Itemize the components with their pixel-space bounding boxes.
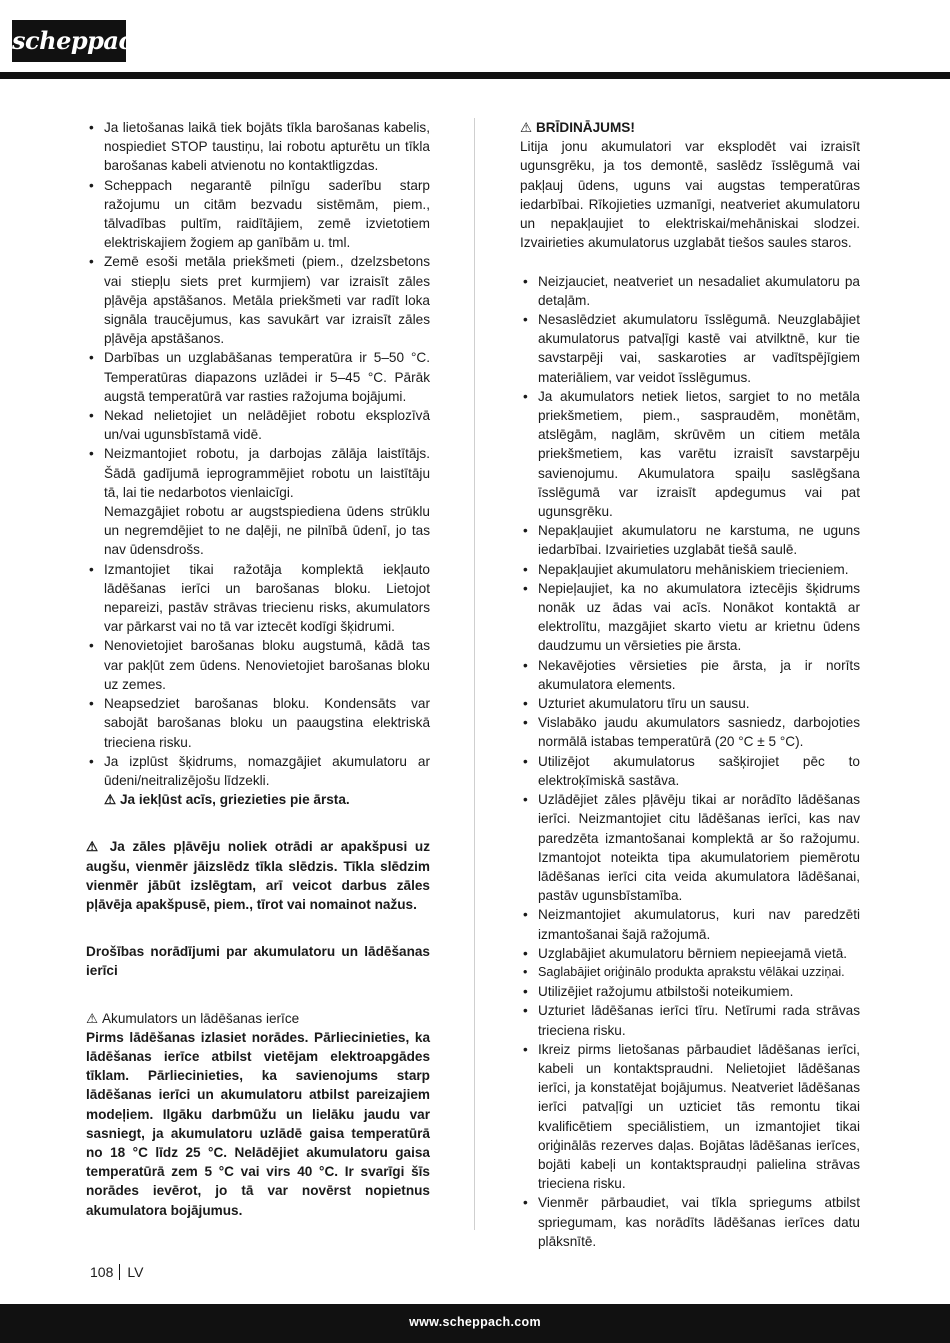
- list-item: • Nepakļaujiet akumulatoru ne karstuma, ne uguns iedarbībai. Izvairieties uzglabāt tiešā saulē.: [520, 521, 860, 559]
- list-item: • Ja akumulators netiek lietos, sargiet to no metāla priekšmetiem, piem., saspraudēm, monētām, atslēgām, naglām, skrūvēm un citiem metāla priekšmetiem, kas varētu izraisīt savstarpēju savienojumu. Akumulatora spaiļu saslēgšana īsslēgumā var izraisīt apdegumus vai pat ugunsgrēku.: [520, 387, 860, 521]
- list-item: • Vienmēr pārbaudiet, vai tīkla spriegums atbilst spriegumam, kas norādīts lādēšanas ierīces datu plāksnītē.: [520, 1193, 860, 1251]
- page-footer: [90, 1264, 143, 1280]
- list-item: • Vislabāko jaudu akumulators sasniedz, darbojoties normālā istabas temperatūrā (20 °C ± 5 °C).: [520, 713, 860, 751]
- list-item-continuation: Nemazgājiet robotu ar augstspiediena ūdens strūklu un negremdējiet to ne daļēji, ne pilnībā ūdenī, jo tas nav ūdensdrošs.: [104, 504, 430, 558]
- list-item: • Neizjauciet, neatveriet un nesadaliet akumulatoru pa detaļām.: [520, 272, 860, 310]
- language-code: LV: [127, 1264, 144, 1280]
- battery-list: [520, 272, 860, 1251]
- list-item: • Uzturiet akumulatoru tīru un sausu.: [520, 694, 860, 713]
- list-item: • Ikreiz pirms lietošanas pārbaudiet lādēšanas ierīci, kabeli un kontaktspraudni. Nelietojiet lādēšanas ierīci, ja konstatējat bojājumus. Neatveriet lādēšanas ierīci patvaļīgi un uzticiet tās remontu tikai kvalificētiem speciālistiem, un izmantojiet tikai oriģinālās rezerves daļas. Bojātas lādēšanas ierīces, bojāti kabeļi un kontaktspraudņi palielina strāvas trieciena risku.: [520, 1040, 860, 1194]
- list-item: • Neizmantojiet akumulatorus, kuri nav paredzēti izmantošanai šajā ražojumā.: [520, 905, 860, 943]
- footer-separator: [119, 1264, 120, 1280]
- warning-triangle-icon: ⚠: [86, 839, 103, 855]
- mower-warning-text: Ja zāles pļāvēju noliek otrādi ar apakšpusi uz augšu, vienmēr jāizslēdz tīkla slēdzis. Tīkla slēdzim vienmēr jābūt izslēgtam, arī veicot darbus zāles pļāvēja apakšpusē, piem., tīrot vai nomainot nažus.: [86, 839, 431, 912]
- battery-charger-heading: [86, 1009, 430, 1028]
- warning-text: Litija jonu akumulatori var eksplodēt vai izraisīt ugunsgrēku, ja tos demontē, saslēdz īsslēgumā vai pakļauj ūdens, uguns vai augstas temperatūras iedarbībai. Rīkojieties uzmanīgi, neatveriet akumulatoru un nepakļaujiet to elektriskai/mehāniskai slodzei. Izvairieties akumulatorus uzglabāt tiešos saules staros.: [520, 139, 860, 251]
- list-item: • Nekavējoties vērsieties pie ārsta, ja ir norīts akumulatora elements.: [520, 656, 860, 694]
- eye-warning-text: Ja iekļūst acīs, griezieties pie ārsta.: [119, 792, 350, 808]
- list-item: • Utilizējot akumulatorus sašķirojiet pēc to elektroķīmiskā sastāva.: [520, 752, 860, 790]
- eye-warning: [86, 790, 430, 809]
- left-column: [86, 118, 430, 1220]
- battery-section-title: Drošības norādījumi par akumulatoru un lādēšanas ierīci: [86, 944, 430, 979]
- list-item: • Zemē esoši metāla priekšmeti (piem., dzelzsbetons vai stiepļu siets pret kurmjiem) var izraisīt zāles pļāvēja apstāšanos. Metāla priekšmeti var radīt loka signāla traucējumus, kas savukārt var izraisīt zāles pļāvēja apstāšanos.: [86, 252, 430, 348]
- warning-triangle-icon: ⚠: [86, 1010, 99, 1026]
- list-item: • Izmantojiet tikai ražotāja komplektā iekļauto lādēšanas ierīci un barošanas bloku. Lietojot nepareizi, pastāv strāvas triecienu risks, akumulators var pārkarst vai no tā var iztecēt kodīgi šķidrumi.: [86, 560, 430, 637]
- list-item: • Nepieļaujiet, ka no akumulatora iztecējis šķidrums nonāk uz ādas vai acīs. Nonākot kontaktā ar elektrolītu, mazgājiet skarto vietu ar krietnu ūdens daudzumu un vērsieties pie ārsta.: [520, 579, 860, 656]
- mower-warning: [86, 837, 430, 914]
- list-item: • Uzturiet lādēšanas ierīci tīru. Netīrumi rada strāvas trieciena risku.: [520, 1001, 860, 1039]
- list-item: • Uzlādējiet zāles pļāvēju tikai ar norādīto lādēšanas ierīci. Neizmantojiet citu lādēšanas ierīci, kas nav paredzēta izmantošanai komplektā ar šo ražojumu. Izmantojot noteikta tipa akumulatoriem piemērotu lādēšanas ierīci cita veida akumulatora lādēšanai, pastāv ugunsbīstamība.: [520, 790, 860, 905]
- warning-title-text: BRĪDINĀJUMS!: [535, 120, 635, 135]
- safety-list-a: [86, 118, 430, 502]
- list-item: • Nesaslēdziet akumulatoru īsslēgumā. Neuzglabājiet akumulatorus patvaļīgi kastē vai atvilktnē, kur tie savstarpēji vai, saskaroties ar vadītspējīgiem materiāliem, var veidot īsslēgumus.: [520, 310, 860, 387]
- warning-triangle-icon: ⚠: [104, 792, 117, 808]
- list-item: • Neizmantojiet robotu, ja darbojas zālāja laistītājs. Šādā gadījumā ieprogrammējiet robotu un laistītāju tā, lai tie nedarbotos vienlaicīgi.: [86, 444, 430, 502]
- list-item: • Nekad nelietojiet un nelādējiet robotu eksplozīvā un/vai ugunsbīstamā vidē.: [86, 406, 430, 444]
- warning-title: [520, 118, 860, 137]
- list-item: • Saglabājiet oriģinālo produkta aprakstu vēlākai uzziņai.: [520, 963, 860, 982]
- list-item: • Neapsedziet barošanas bloku. Kondensāts var sabojāt barošanas bloku un paaugstina elektriskā trieciena risku.: [86, 694, 430, 752]
- right-column: [520, 118, 860, 1251]
- battery-charger-heading-text: Akumulators un lādēšanas ierīce: [101, 1010, 300, 1026]
- list-item: • Uzglabājiet akumulatoru bērniem nepieejamā vietā.: [520, 944, 860, 963]
- scheppach-logo: scheppach: [12, 20, 126, 62]
- list-item: • Scheppach negarantē pilnīgu saderību starp ražojumu un citām bezvadu sistēmām, piem., tālvadības pultīm, raidītājiem, zemē izvietotiem elektriskajiem žogiem ap ganībām u. tml.: [86, 176, 430, 253]
- column-divider: [474, 118, 475, 1230]
- website-url: www.scheppach.com: [409, 1315, 541, 1329]
- list-item: • Utilizējiet ražojumu atbilstoši noteikumiem.: [520, 982, 860, 1001]
- list-item: • Ja lietošanas laikā tiek bojāts tīkla barošanas kabelis, nospiediet STOP taustiņu, lai robotu apturētu un tīkla barošanas kabeli atvienotu no kontaktligzdas.: [86, 118, 430, 176]
- safety-list-b: [86, 560, 430, 790]
- header-rule: [0, 72, 950, 79]
- list-item: • Darbības un uzglabāšanas temperatūra ir 5–50 °C. Temperatūras diapazons uzlādei ir 5–45 °C. Pārāk augstā temperatūrā var rasties ražojuma bojājumi.: [86, 348, 430, 406]
- page-number: 108: [90, 1264, 114, 1280]
- warning-triangle-icon: ⚠: [520, 120, 533, 135]
- list-item: • Nepakļaujiet akumulatoru mehāniskiem triecieniem.: [520, 560, 860, 579]
- list-item: • Nenovietojiet barošanas bloku augstumā, kādā tas var pakļūt zem ūdens. Nenovietojiet barošanas bloku uz zemes.: [86, 636, 430, 694]
- list-item: • Ja izplūst šķidrums, nomazgājiet akumulatoru ar ūdeni/neitralizējošu līdzekli.: [86, 752, 430, 790]
- battery-charger-text: Pirms lādēšanas izlasiet norādes. Pārliecinieties, ka lādēšanas ierīce atbilst vietējam elektroapgādes tīklam. Pārliecinieties, ka savienojums starp lādēšanas ierīci un akumulatoru atbilst pareizajiem modeļiem. Ilgāku darbmūžu un lielāku jaudu var sasniegt, ja akumulatoru uzlādē gaisa temperatūrā no 18 °C līdz 25 °C. Nelādējiet akumulatoru gaisa temperatūrā zem 5 °C vai virs 40 °C. Ir svarīgi šīs norādes ievērot, jo tā var novērst nopietnus akumulatora bojājumus.: [86, 1029, 430, 1218]
